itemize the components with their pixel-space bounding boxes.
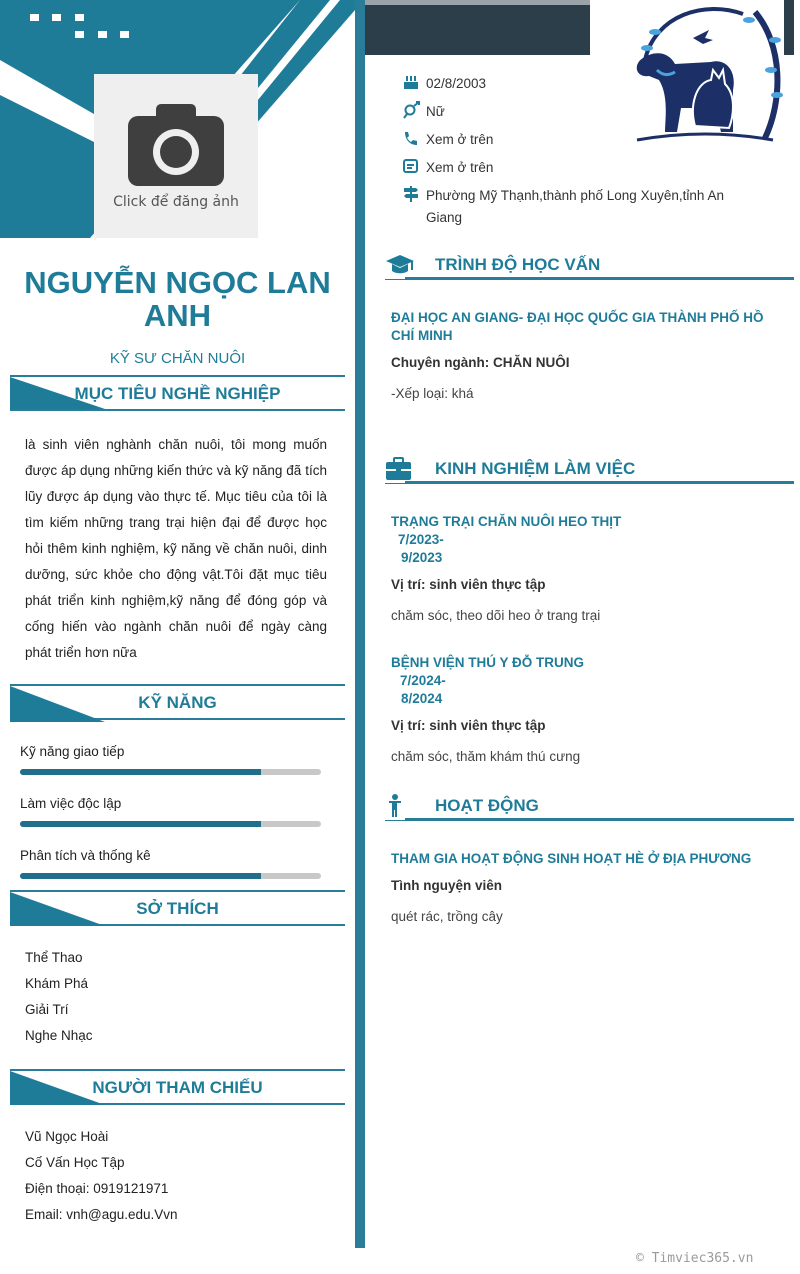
- experience-desc: chăm sóc, theo dõi heo ở trang trại: [391, 608, 601, 623]
- phone-value: Xem ở trên: [426, 132, 494, 147]
- list-item: Khám Phá: [25, 976, 89, 991]
- list-item: Điện thoại: 0919121971: [25, 1181, 169, 1196]
- activity-desc: quét rác, trồng cây: [391, 909, 503, 924]
- signpost-icon: [402, 185, 426, 203]
- candidate-name: NGUYỄN NGỌC LAN ANH: [24, 265, 331, 333]
- education-grade: -Xếp loại: khá: [391, 386, 474, 401]
- education-major: Chuyên ngành: CHĂN NUÔI: [391, 355, 570, 370]
- phone-icon: [402, 129, 426, 147]
- experience-position: Vị trí: sinh viên thực tập: [391, 718, 546, 733]
- info-email: [402, 157, 493, 179]
- hobbies-list: [25, 945, 93, 1049]
- gender-value: Nữ: [426, 104, 445, 119]
- activity-role: Tình nguyện viên: [391, 878, 503, 893]
- header-bar: [365, 0, 590, 55]
- section-title: KỸ NĂNG: [138, 693, 217, 712]
- cake-icon: [402, 73, 426, 91]
- section-references-header: [10, 1069, 345, 1105]
- experience-date-start: 7/2023-: [398, 532, 444, 547]
- profile-photo-upload[interactable]: [94, 74, 258, 238]
- graduation-cap-icon: [385, 252, 415, 278]
- objective-text: là sinh viên nghành chăn nuôi, tôi mong muốn được áp dụng những kiến thức và kỹ năng đã tích lũy được áp dụng vào thực tế. Mục tiêu của tôi là tìm kiếm những trang trại hiện đại để được học hỏi thêm kinh nghiệm, kỹ năng về chăn nuôi, dinh dưỡng, sức khỏe cho động vật.Tôi đặt mục tiêu phát triển kinh nghiệm,kỹ năng để đóng góp và cống hiến vào ngành chăn nuôi để ngày càng phát triển hơn nữa: [25, 437, 327, 660]
- experience-position: Vị trí: sinh viên thực tập: [391, 577, 546, 592]
- briefcase-icon: [385, 456, 415, 482]
- section-education-header: [385, 252, 794, 282]
- skill-name: Phân tích và thống kê: [20, 848, 151, 863]
- column-divider: [355, 0, 365, 1248]
- gender-icon: [402, 101, 426, 119]
- photo-upload-label: Click để đăng ảnh: [113, 194, 239, 210]
- section-title: MỤC TIÊU NGHỀ NGHIỆP: [74, 384, 281, 403]
- list-item: Email: vnh@agu.edu.Vvn: [25, 1207, 178, 1222]
- header-edge-bar: [784, 0, 794, 55]
- list-item: Vũ Ngọc Hoài: [25, 1129, 109, 1144]
- list-item: Thể Thao: [25, 950, 83, 965]
- info-birthday: [402, 73, 486, 95]
- experience-date-end: 8/2024: [401, 691, 443, 706]
- list-item: Giải Trí: [25, 1002, 69, 1017]
- experience-date-end: 9/2023: [401, 550, 443, 565]
- skill-bar-fill: [20, 769, 261, 775]
- experience-desc: chăm sóc, thăm khám thú cưng: [391, 749, 581, 764]
- list-item: Nghe Nhạc: [25, 1028, 93, 1043]
- section-experience-header: [385, 456, 794, 486]
- activity-title: THAM GIA HOẠT ĐỘNG SINH HOẠT HÈ Ở ĐỊA PHƯƠNG: [391, 851, 752, 866]
- section-title: TRÌNH ĐỘ HỌC VẤN: [435, 255, 601, 274]
- info-gender: [402, 101, 445, 123]
- experience-date-start: 7/2024-: [400, 673, 446, 688]
- skill-name: Làm việc độc lập: [20, 796, 122, 811]
- info-phone: [402, 129, 493, 151]
- section-title: HOẠT ĐỘNG: [435, 796, 539, 815]
- camera-icon: [126, 102, 226, 188]
- skill-bar-fill: [20, 821, 261, 827]
- section-title: NGƯỜI THAM CHIẾU: [92, 1078, 263, 1097]
- education-school: ĐẠI HỌC AN GIANG- ĐẠI HỌC QUỐC GIA THÀNH PHỐ HỒ CHÍ MINH: [391, 310, 764, 343]
- skill-bar: [20, 873, 321, 879]
- skill-bar-fill: [20, 873, 261, 879]
- footer-watermark: © Timviec365.vn: [636, 1251, 754, 1266]
- section-skills-header: [10, 684, 345, 720]
- skill-name: Kỹ năng giao tiếp: [20, 744, 125, 759]
- list-item: Cố Vấn Học Tập: [25, 1155, 125, 1170]
- experience-company: BỆNH VIỆN THÚ Y ĐỖ TRUNG: [391, 655, 585, 670]
- experience-company: TRẠNG TRẠI CHĂN NUÔI HEO THỊT: [391, 514, 622, 529]
- section-title: KINH NGHIỆM LÀM VIỆC: [435, 459, 636, 478]
- section-hobbies-header: [10, 890, 345, 926]
- references-list: [25, 1124, 178, 1228]
- email-icon: [402, 157, 426, 175]
- candidate-title: KỸ SƯ CHĂN NUÔI: [109, 350, 246, 367]
- section-title: SỞ THÍCH: [136, 899, 219, 918]
- skill-bar: [20, 769, 321, 775]
- email-value: Xem ở trên: [426, 160, 494, 175]
- section-activities-header: [385, 793, 794, 823]
- person-icon: [385, 793, 415, 819]
- address-value: Phường Mỹ Thạnh,thành phố Long Xuyên,tỉnh An Giang: [426, 188, 724, 225]
- info-address: [402, 185, 724, 229]
- skill-bar: [20, 821, 321, 827]
- birthday-value: 02/8/2003: [426, 76, 487, 91]
- section-objective-header: [10, 375, 345, 411]
- pets-logo-icon: [625, 0, 785, 145]
